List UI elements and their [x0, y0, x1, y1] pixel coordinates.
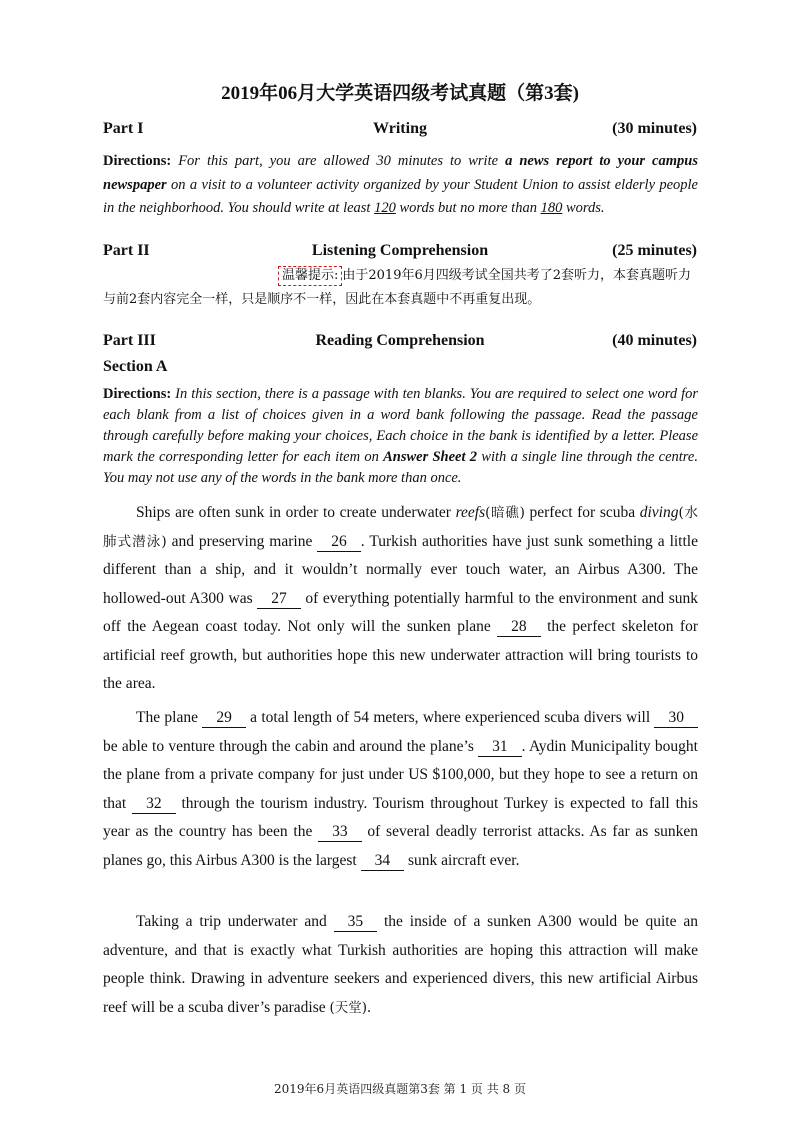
part2-header [103, 242, 697, 264]
blank-35: 35 [334, 913, 378, 932]
part1-header [103, 120, 697, 142]
passage-text: through the tourism industry. Tourism throughout Turkey is expected to fall this year as the country has been the [103, 794, 698, 840]
passage-text: . Aydin Municipality bought the plane from a private company for just under US $100,000, but they hope to see a return on that [103, 737, 698, 812]
term-diving: diving [639, 504, 679, 521]
directions-text: words. [562, 200, 605, 216]
chinese-gloss: (天堂) [329, 999, 368, 1016]
passage-text: be able to venture through the cabin and around the plane’s [103, 737, 479, 755]
blank-29: 29 [202, 709, 246, 728]
blank-31: 31 [478, 738, 522, 757]
part1-name: Writing [373, 120, 427, 137]
part3-header [103, 332, 697, 354]
directions-text: on a visit to a volunteer activity organized by your Student Union to assist elderly people in the neighborhood. You should write at least [103, 176, 698, 216]
listening-tip [103, 264, 698, 312]
tip-text: 由于2019年6月四级考试全国共考了2套听力，本套真题听力与前2套内容完全一样，只是顺序不一样，因此在本套真题中不再重复出现。 [103, 268, 692, 307]
blank-32: 32 [132, 795, 176, 814]
passage-text: of everything potentially harmful to the environment and sunk off the Aegean coast today. Not only will the sunken plane [103, 589, 698, 635]
page-footer: 2019年6月英语四级真题第3套 第 1 页 共 8 页 [274, 1082, 526, 1096]
directions-text: words but no more than [395, 200, 541, 216]
passage-text: . Turkish authorities have just sunk something a little different than a ship, and it wouldn’t normally ever touch water, an Airbus A300. The hollowed-out A300 was [103, 532, 698, 607]
directions-text: In this section, there is a passage with ten blanks. You are required to select one word for each blank from a list of choices given in a word bank following the passage. Read the passage through carefully before making your choices, Each choice in the bank is identified by a letter. Please mark the corresponding letter for each item on [103, 386, 698, 465]
part3-name: Reading Comprehension [315, 332, 485, 349]
part2-time: (25 minutes) [612, 242, 697, 259]
term-reefs: reefs [455, 504, 486, 521]
tip-box: 温馨提示: [278, 266, 342, 286]
directions-text: For this part, you are allowed 30 minutes to write [171, 153, 506, 169]
chinese-gloss: (暗礁) [485, 505, 525, 521]
part3-time: (40 minutes) [612, 332, 697, 349]
passage-paragraph-3 [103, 908, 698, 1022]
passage-text: . [367, 998, 371, 1016]
blank-27: 27 [257, 590, 301, 609]
passage-text: a total length of 54 meters, where experienced scuba divers will [245, 709, 655, 726]
part2-label: Part II [103, 242, 150, 259]
directions-label: Directions: [103, 153, 172, 169]
passage-paragraph-2 [103, 704, 698, 875]
passage-text: The plane [136, 709, 203, 726]
blank-33: 33 [318, 823, 362, 842]
part2-name: Listening Comprehension [311, 242, 489, 259]
section-a-heading: Section A [103, 358, 168, 375]
passage-paragraph-1 [103, 499, 698, 699]
part1-label: Part I [103, 120, 144, 137]
blank-26: 26 [317, 533, 361, 552]
chinese-gloss: (水肺式潜泳) [103, 505, 698, 550]
passage-text: the perfect skeleton for artificial reef growth, but authorities hope this new underwater attraction will bring tourists to the area. [103, 618, 698, 692]
part3-label: Part III [103, 332, 156, 349]
page-title: 2019年06月大学英语四级考试真题（第3套) [221, 83, 579, 104]
blank-28: 28 [497, 618, 541, 637]
directions-emphasis: a news report to your campus newspaper [103, 153, 698, 193]
blank-34: 34 [361, 852, 405, 871]
part1-directions [103, 150, 698, 221]
passage-text: Taking a trip underwater and [136, 913, 334, 930]
passage-text: the inside of a sunken A300 would be quite an adventure, and that is exactly what Turkish authorities are hoping this attraction will make people think. Drawing in adventure seekers and experienced divers, this new artificial Airbus reef will be a scuba diver’s paradise [103, 913, 698, 1016]
passage-text: perfect for scuba [524, 504, 640, 521]
min-words: 120 [374, 200, 396, 216]
directions-label: Directions: [103, 386, 172, 402]
max-words: 180 [540, 200, 563, 216]
passage-text: and preserving marine [166, 532, 318, 550]
blank-30: 30 [654, 709, 698, 728]
part1-time: (30 minutes) [612, 120, 697, 137]
answer-sheet-ref: Answer Sheet 2 [383, 449, 478, 465]
part3-directions [103, 384, 698, 489]
directions-text: with a single line through the centre. You may not use any of the words in the bank more than once. [103, 449, 698, 486]
passage-text: sunk aircraft ever. [404, 851, 520, 869]
passage-text: Ships are often sunk in order to create underwater [136, 504, 456, 521]
passage-text: of several deadly terrorist attacks. As far as sunken planes go, this Airbus A300 is the largest [103, 823, 698, 869]
